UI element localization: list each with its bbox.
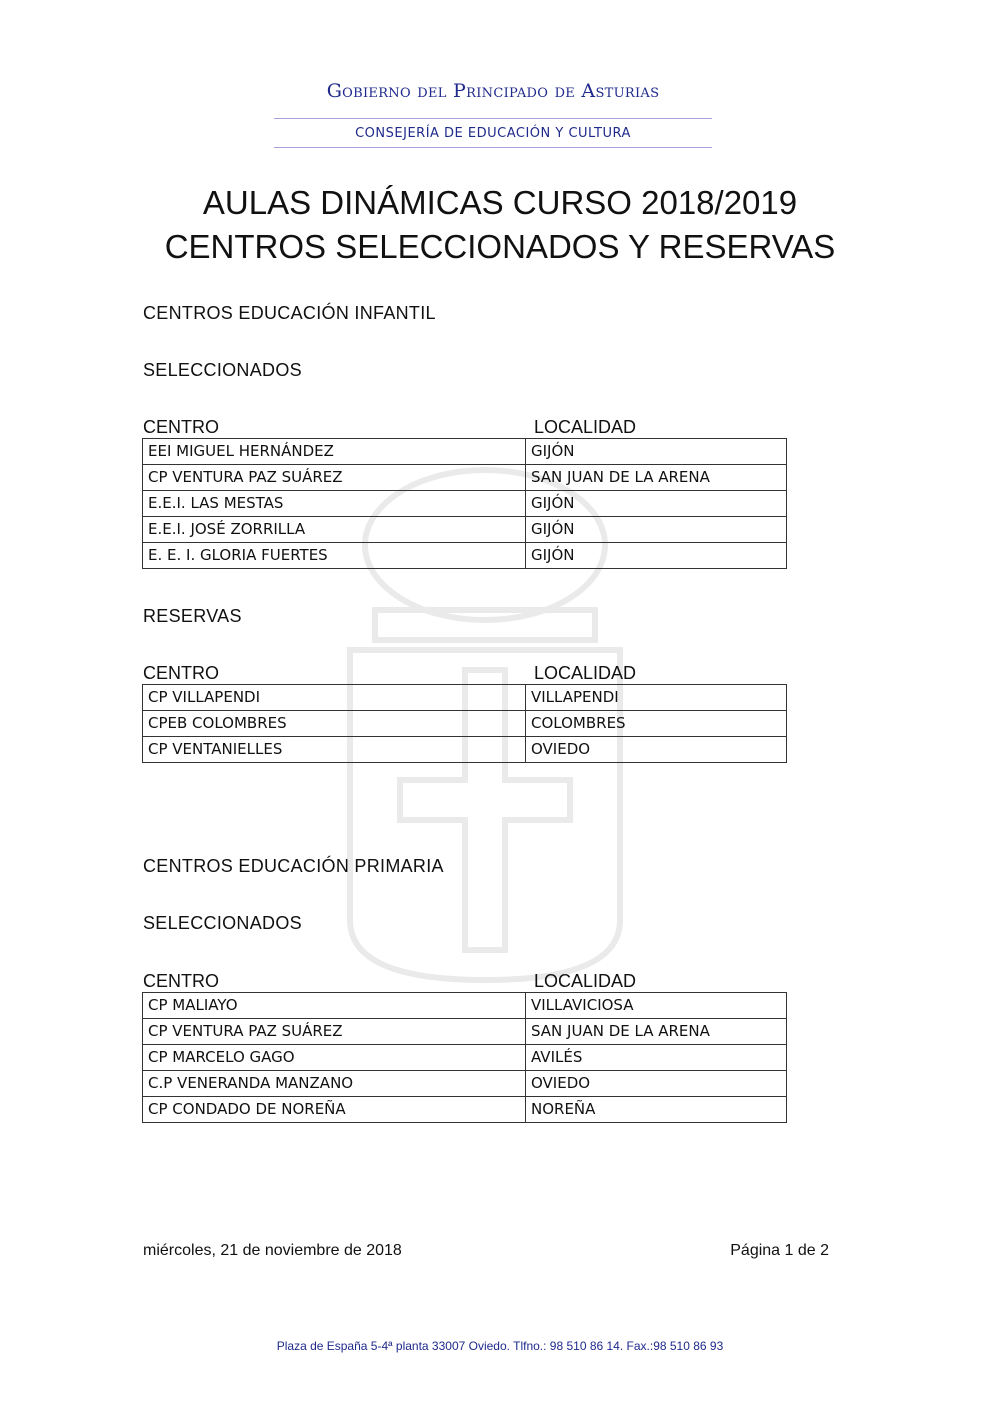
localidad-cell: GIJÓN xyxy=(526,439,787,465)
header-divider xyxy=(274,147,712,148)
centro-cell: CP MARCELO GAGO xyxy=(143,1045,526,1071)
table-row xyxy=(143,491,787,517)
table-row xyxy=(143,1097,787,1123)
table-row xyxy=(143,1045,787,1071)
centro-cell: CP VENTURA PAZ SUÁREZ xyxy=(143,465,526,491)
section-heading: CENTROS EDUCACIÓN PRIMARIA xyxy=(143,856,444,876)
column-header-localidad: LOCALIDAD xyxy=(534,417,637,437)
header-divider xyxy=(274,118,712,119)
column-header-centro: CENTRO xyxy=(143,417,219,437)
localidad-cell: VILLAVICIOSA xyxy=(526,993,787,1019)
centro-cell: EEI MIGUEL HERNÁNDEZ xyxy=(143,439,526,465)
subsection-heading: SELECCIONADOS xyxy=(143,913,302,933)
table-row xyxy=(143,737,787,763)
page-number: Página 1 de 2 xyxy=(730,1242,829,1259)
localidad-cell: AVILÉS xyxy=(526,1045,787,1071)
localidad-cell: GIJÓN xyxy=(526,517,787,543)
table-row xyxy=(143,1071,787,1097)
table-row xyxy=(143,711,787,737)
centro-cell: CP CONDADO DE NOREÑA xyxy=(143,1097,526,1123)
localidad-cell: VILLAPENDI xyxy=(526,685,787,711)
footer-address: Plaza de España 5-4ª planta 33007 Oviedo. Tlfno.: 98 510 86 14. Fax.:98 510 86 93 xyxy=(276,1339,724,1353)
column-header-localidad: LOCALIDAD xyxy=(534,663,637,683)
infantil-selected-table xyxy=(142,438,787,569)
localidad-cell: GIJÓN xyxy=(526,543,787,569)
infantil-reserves-table xyxy=(142,684,787,763)
centro-cell: E.E.I. LAS MESTAS xyxy=(143,491,526,517)
subsection-heading: RESERVAS xyxy=(143,606,242,626)
table-row xyxy=(143,465,787,491)
localidad-cell: NOREÑA xyxy=(526,1097,787,1123)
centro-cell: E.E.I. JOSÉ ZORRILLA xyxy=(143,517,526,543)
localidad-cell: SAN JUAN DE LA ARENA xyxy=(526,1019,787,1045)
centro-cell: CP VENTURA PAZ SUÁREZ xyxy=(143,1019,526,1045)
table-row xyxy=(143,517,787,543)
table-row xyxy=(143,685,787,711)
footer-date: miércoles, 21 de noviembre de 2018 xyxy=(143,1242,402,1259)
org-name: Gobierno del Principado de Asturias xyxy=(326,80,660,102)
table-row xyxy=(143,439,787,465)
column-header-localidad: LOCALIDAD xyxy=(534,971,637,991)
table-row xyxy=(143,993,787,1019)
primaria-selected-table xyxy=(142,992,787,1123)
centro-cell: CPEB COLOMBRES xyxy=(143,711,526,737)
localidad-cell: COLOMBRES xyxy=(526,711,787,737)
localidad-cell: GIJÓN xyxy=(526,491,787,517)
localidad-cell: OVIEDO xyxy=(526,737,787,763)
table-row xyxy=(143,1019,787,1045)
centro-cell: E. E. I. GLORIA FUERTES xyxy=(143,543,526,569)
subsection-heading: SELECCIONADOS xyxy=(143,360,302,380)
department-name: CONSEJERÍA DE EDUCACIÓN Y CULTURA xyxy=(355,126,631,141)
centro-cell: CP VILLAPENDI xyxy=(143,685,526,711)
centro-cell: CP MALIAYO xyxy=(143,993,526,1019)
centro-cell: C.P VENERANDA MANZANO xyxy=(143,1071,526,1097)
column-header-centro: CENTRO xyxy=(143,971,219,991)
page-title: AULAS DINÁMICAS CURSO 2018/2019 xyxy=(202,184,798,221)
localidad-cell: OVIEDO xyxy=(526,1071,787,1097)
table-row xyxy=(143,543,787,569)
localidad-cell: SAN JUAN DE LA ARENA xyxy=(526,465,787,491)
section-heading: CENTROS EDUCACIÓN INFANTIL xyxy=(143,303,436,323)
page-subtitle: CENTROS SELECCIONADOS Y RESERVAS xyxy=(164,228,836,265)
column-header-centro: CENTRO xyxy=(143,663,219,683)
centro-cell: CP VENTANIELLES xyxy=(143,737,526,763)
